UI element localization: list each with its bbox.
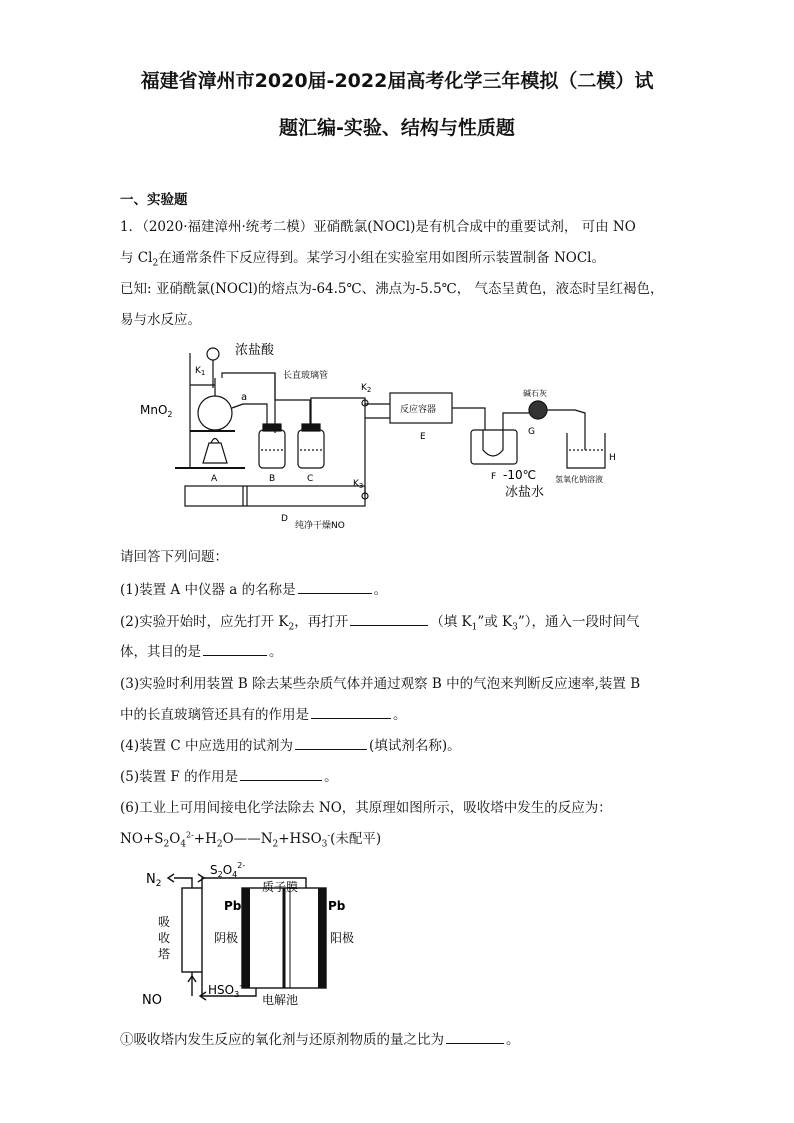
label-acid: 浓盐酸 (235, 343, 275, 358)
pipe-to-reactor (311, 398, 390, 428)
label-flask-a: a (241, 392, 248, 403)
section-heading: 一、实验题 (120, 192, 188, 208)
label-hso3: $HSO_3^-$ (208, 981, 243, 999)
label-cathode: 阴极 (214, 931, 239, 945)
label-s2o4: $S_2O_4^{2-}$ (210, 861, 246, 879)
label-n2: $N_2$ (146, 872, 162, 889)
label-pb-right: Pb (328, 899, 346, 913)
label-temp: -10℃ (503, 468, 537, 482)
q1-line1: 1．（2020·福建漳州·统考二模）亚硝酰氯(NOCl)是有机合成中的重要试剂， 可由 NO (120, 219, 636, 235)
ice-salt-trough (471, 430, 517, 464)
label-d: D (281, 514, 288, 524)
label-tower-1: 吸 (158, 915, 171, 929)
q1-line4: 易与水反应。 (120, 312, 201, 328)
label-cell: 电解池 (262, 993, 299, 1007)
n2-outlet (174, 878, 192, 888)
page-title-line1: 福建省漳州市2020届-2022届高考化学三年模拟（二模）试 (140, 70, 654, 92)
label-k2: $K_2$ (361, 383, 372, 394)
soda-lime-tube (529, 401, 547, 419)
question-3: (3)实验时利用装置 B 除去某些杂质气体并通过观察 B 中的气泡来判断反应速率,装置 B (120, 676, 641, 692)
long-glass-tube (222, 373, 275, 400)
funnel-bulb (207, 348, 219, 360)
syringe-d (185, 486, 365, 506)
label-a-apparatus: A (211, 474, 218, 484)
label-f: F (491, 472, 497, 482)
label-naoh: 氢氧化钠溶液 (555, 475, 603, 484)
apparatus-diagram (135, 338, 655, 538)
flask-a (198, 396, 232, 430)
label-tower-2: 收 (158, 931, 171, 945)
question-2: (2)实验开始时，应先打开 $K_2$，再打开 （填 $K_1$”或 $K_3$”），通入一段时间气 (120, 614, 640, 633)
label-mno2: MnO$_2$ (140, 403, 173, 419)
electrolysis-diagram (138, 858, 378, 1008)
q1-line2: 与 $Cl_2$在通常条件下反应得到。某学习小组在实验室用如图所示装置制备 NOCl。 (120, 250, 606, 269)
question-6: (6)工业上可用间接电化学法除去 NO，其原理如图所示，吸收塔中发生的反应为： (120, 800, 612, 816)
label-no: NO (142, 993, 162, 1008)
label-k3: $K_3$ (353, 479, 364, 490)
q1-line3: 已知: 亚硝酰氯(NOCl)的熔点为-64.5℃、沸点为-5.5℃， 气态呈黄色，液态时呈红褐色， (120, 281, 664, 297)
label-pb-left: Pb (224, 899, 242, 913)
pb-cathode (242, 888, 250, 988)
questions-intro: 请回答下列问题： (120, 549, 228, 565)
label-g: G (528, 427, 535, 437)
question-2-cont: 体，其目的是 。 (120, 644, 283, 660)
label-e: E (420, 432, 426, 442)
bottle-c (298, 430, 324, 468)
page-title-line2: 题汇编-实验、结构与性质题 (279, 117, 515, 139)
sub-question-1: ①吸收塔内发生反应的氧化剂与还原剂物质的量之比为 。 (120, 1032, 520, 1048)
bottle-b (259, 430, 285, 468)
label-b: B (269, 474, 276, 484)
burner (203, 443, 227, 463)
question-3-cont: 中的长直玻璃管还具有的作用是 。 (120, 707, 407, 723)
question-4: (4)装置 C 中应选用的试剂为 (填试剂名称)。 (120, 738, 461, 754)
label-soda-lime: 碱石灰 (523, 389, 547, 398)
label-pure-no: 纯净干燥NO (295, 521, 345, 531)
label-ice-salt: 冰盐水 (505, 485, 545, 500)
question-1: (1)装置 A 中仪器 a 的名称是 。 (120, 582, 388, 598)
absorption-tower (182, 888, 202, 972)
pb-anode (318, 888, 326, 988)
label-tower-3: 塔 (158, 947, 171, 961)
label-h: H (609, 453, 616, 463)
label-reactor: 反应容器 (400, 405, 437, 415)
label-membrane: 质子膜 (262, 880, 299, 894)
label-anode: 阳极 (330, 931, 355, 945)
label-long-tube: 长直玻璃管 (283, 371, 329, 381)
question-5: (5)装置 F 的作用是 。 (120, 769, 338, 785)
reaction-equation: $NO+S_2O_4^{2-}+H_2O——N_2+HSO_3^-$(未配平) (120, 830, 382, 850)
label-c: C (307, 474, 314, 484)
label-k1: $K_1$ (195, 366, 206, 377)
